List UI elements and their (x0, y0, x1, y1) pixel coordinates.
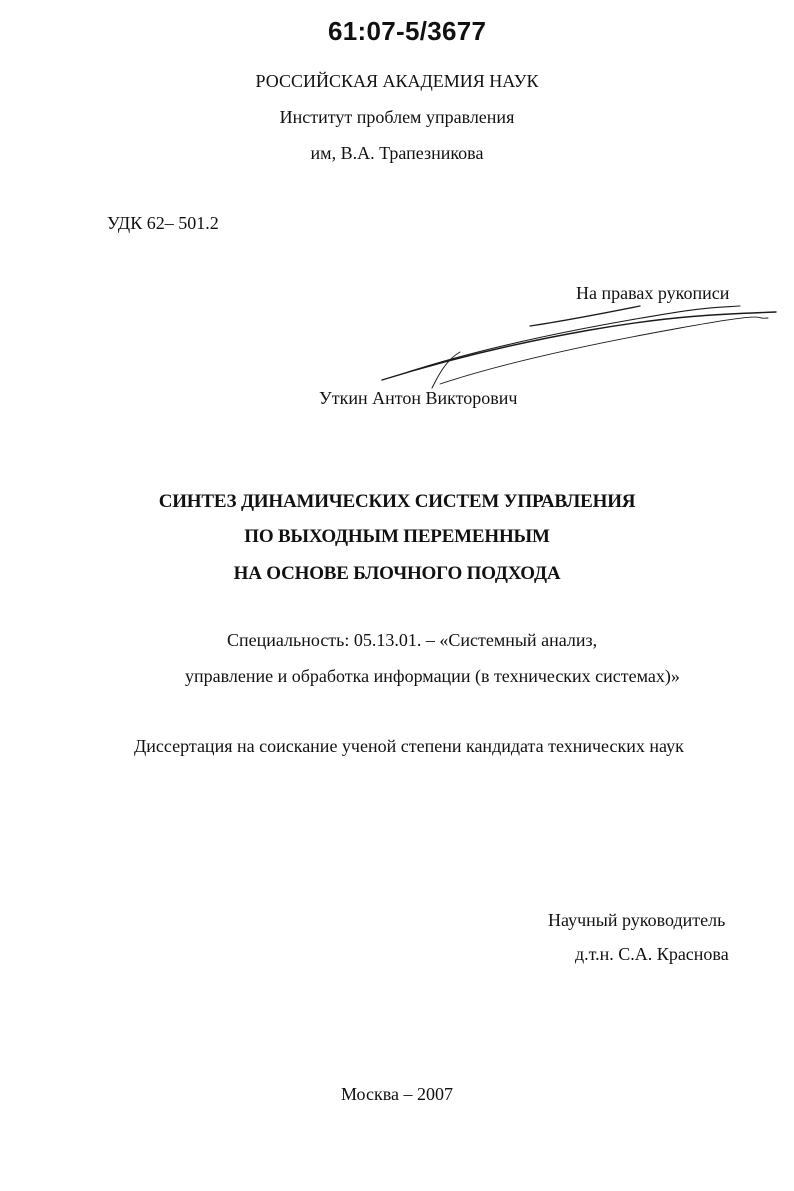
catalog-number: 61:07-5/3677 (328, 16, 487, 46)
organization-name: РОССИЙСКАЯ АКАДЕМИЯ НАУК (255, 71, 539, 91)
dissertation-title-line-2: ПО ВЫХОДНЫМ ПЕРЕМЕННЫМ (244, 526, 550, 547)
specialty-line-1: Специальность: 05.13.01. – «Системный анализ, (227, 630, 598, 650)
manuscript-rights-note: На правах рукописи (576, 283, 730, 303)
author-name: Уткин Антон Викторович (319, 388, 518, 408)
dissertation-degree-statement: Диссертация на соискание ученой степени кандидата технических наук (134, 736, 684, 756)
city-and-year: Москва – 2007 (341, 1084, 453, 1104)
supervisor-name: д.т.н. С.А. Краснова (575, 944, 729, 964)
dissertation-title-line-3: НА ОСНОВЕ БЛОЧНОГО ПОДХОДА (233, 563, 561, 584)
institute-named-after: им, В.А. Трапезникова (310, 143, 484, 163)
supervisor-label: Научный руководитель (548, 910, 726, 930)
udk-code: УДК 62– 501.2 (107, 213, 219, 233)
dissertation-title-line-1: СИНТЕЗ ДИНАМИЧЕСКИХ СИСТЕМ УПРАВЛЕНИЯ (158, 491, 636, 512)
institute-name: Институт проблем управления (279, 107, 515, 127)
specialty-line-2: управление и обработка информации (в технических системах)» (185, 666, 680, 686)
